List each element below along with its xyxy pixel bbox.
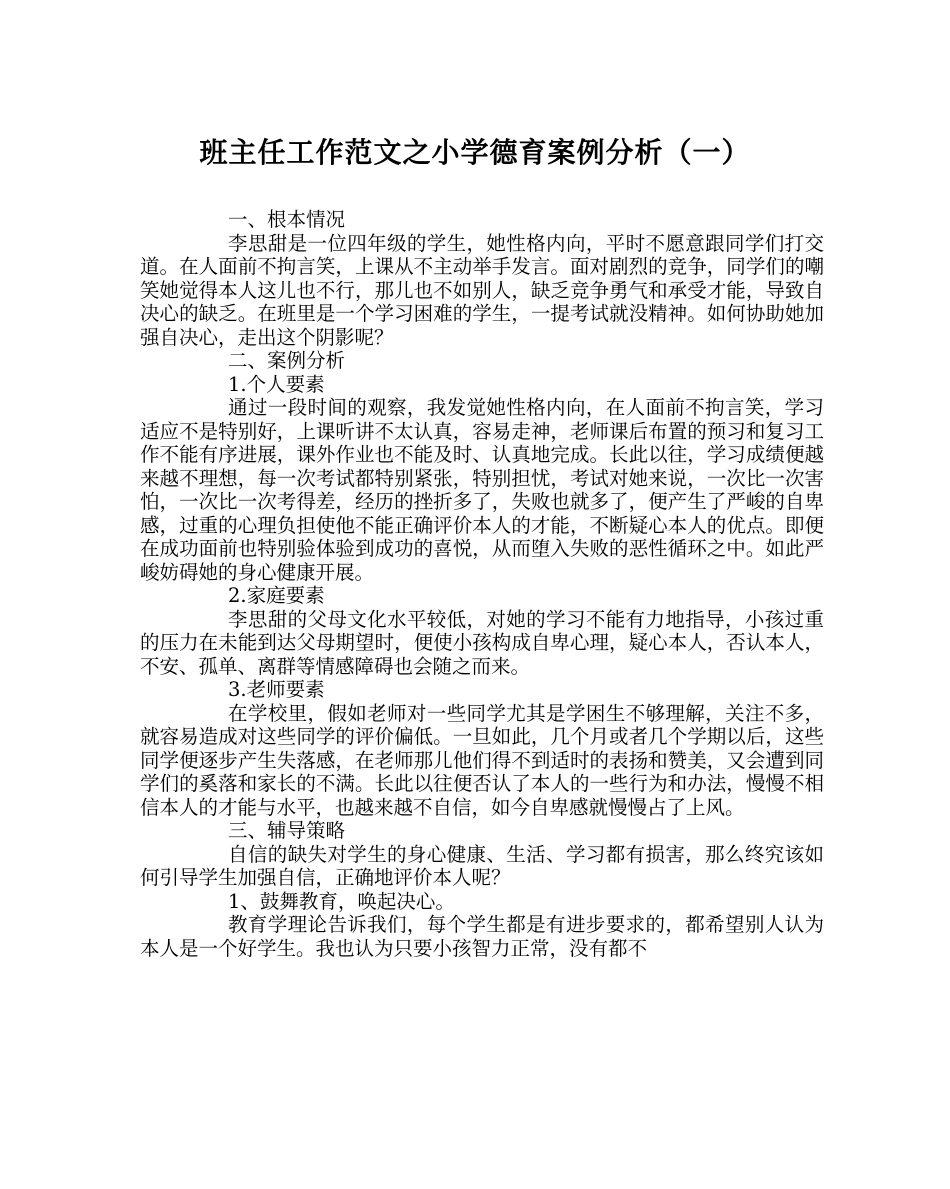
paragraph-student-intro: 李思甜是一位四年级的学生，她性格内向，平时不愿意跟同学们打交道。在人面前不拘言笑，上课从不主动举手发言。面对剧烈的竞争，同学们的嘲笑她觉得本人这儿也不行，那儿也不如别人，缺乏竞争勇气和承受才能，导致自决心的缺乏。在班里是一个学习困难的学生，一提考试就没精神。如何协助她加强自决心，走出这个阴影呢？ [140,231,824,349]
subheading-encouragement: 1、鼓舞教育，唤起决心。 [228,889,455,913]
paragraph-strategy-intro: 自信的缺失对学生的身心健康、生活、学习都有损害，那么终究该如何引导学生加强自信，正确地评价本人呢？ [140,842,824,889]
paragraph-family-factors: 李思甜的父母文化水平较低，对她的学习不能有力地指导，小孩过重的压力在未能到达父母期望时，便使小孩构成自卑心理，疑心本人，否认本人，不安、孤单、离群等情感障碍也会随之而来。 [140,607,824,678]
subheading-teacher-factors: 3.老师要素 [228,678,325,701]
paragraph-teacher-factors: 在学校里，假如老师对一些同学尤其是学困生不够理解，关注不多，就容易造成对这些同学的评价偏低。一旦如此，几个月或者几个学期以后，这些同学便逐步产生失落感，在老师那儿他们得不到适时的表扬和赞美，又会遭到同学们的奚落和家长的不满。长此以往便否认了本人的一些行为和办法，慢慢不相信本人的才能与水平，也越来越不自信，如今自卑感就慢慢占了上风。 [140,701,824,819]
heading-case-analysis: 二、案例分析 [228,349,346,372]
document-body [140,208,824,960]
paragraph-personal-factors: 通过一段时间的观察，我发觉她性格内向，在人面前不拘言笑，学习适应不是特别好，上课听讲不太认真，容易走神，老师课后布置的预习和复习工作不能有序进展，课外作业也不能及时、认真地完成。长此以往，学习成绩便越来越不理想，每一次考试都特别紧张，特别担忧，考试对她来说，一次比一次害怕，一次比一次考得差，经历的挫折多了，失败也就多了，便产生了严峻的自卑感，过重的心理负担使他不能正确评价本人的才能，不断疑心本人的优点。即便在成功面前也特别验体验到成功的喜悦，从而堕入失败的恶性循环之中。如此严峻妨碍她的身心健康开展。 [140,396,824,584]
heading-counseling-strategy: 三、辅导策略 [228,819,346,842]
subheading-family-factors: 2.家庭要素 [228,584,325,607]
paragraph-encouragement: 教育学理论告诉我们，每个学生都是有进步要求的，都希望别人认为本人是一个好学生。我也认为只要小孩智力正常，没有都不 [140,913,824,960]
subheading-personal-factors: 1.个人要素 [228,372,325,396]
heading-basic-situation: 一、根本情况 [228,208,346,231]
document-title: 班主任工作范文之小学德育案例分析（一） [199,136,751,169]
